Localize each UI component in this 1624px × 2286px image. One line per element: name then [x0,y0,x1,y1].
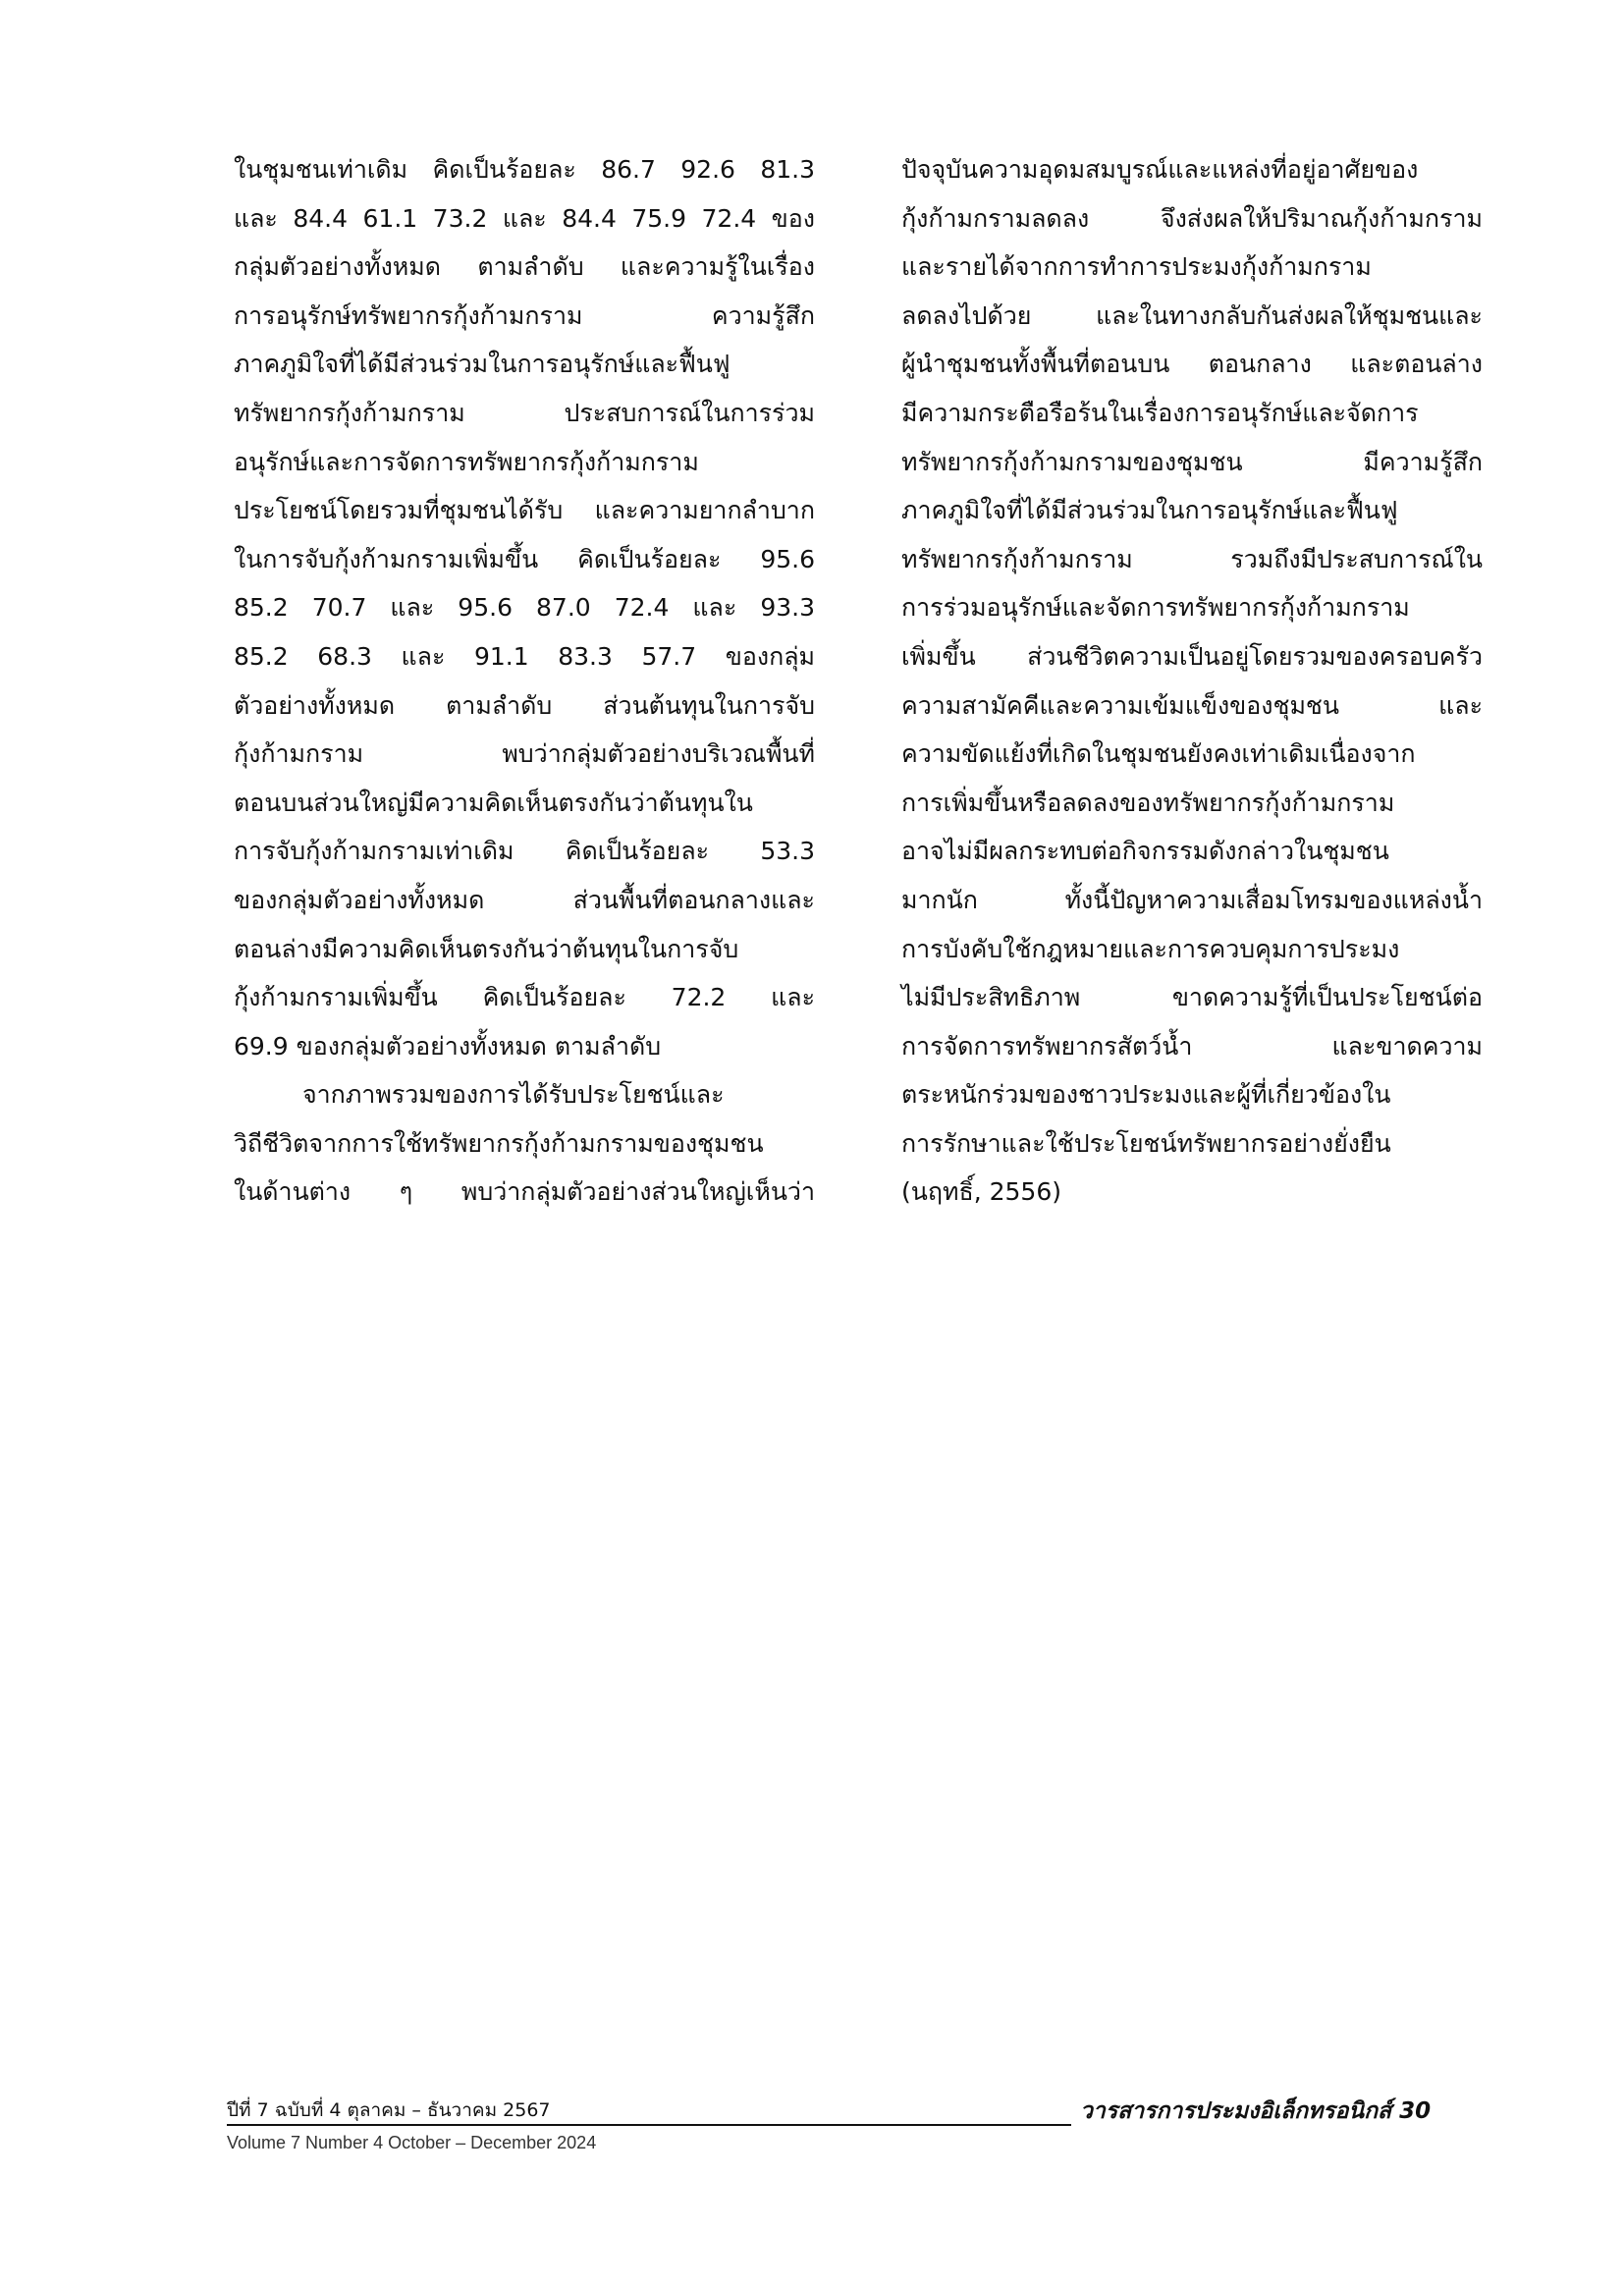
paragraph-line: ภาคภูมิใจที่ได้มีส่วนร่วมในการอนุรักษ์และฟื้นฟู [901,496,1398,525]
page-footer [0,2078,1624,2196]
left-text-column [234,145,815,1217]
paragraph-line: การเพิ่มขึ้นหรือลดลงของทรัพยากรกุ้งก้ามกราม [901,788,1395,817]
paragraph-line: ของกลุ่มตัวอย่างทั้งหมด ส่วนพื้นที่ตอนกลางและ [234,885,815,914]
paragraph-line: ทรัพยากรกุ้งก้ามกราม รวมถึงมีประสบการณ์ใน [901,544,1483,573]
paragraph-line: ปัจจุบันความอุดมสมบูรณ์และแหล่งที่อยู่อาศัยของ [901,155,1419,184]
paragraph-line: ตอนล่างมีความคิดเห็นตรงกันว่าต้นทุนในการจับ [234,934,739,963]
paragraph-line: กุ้งก้ามกรามเพิ่มขึ้น คิดเป็นร้อยละ 72.2 และ [234,983,815,1012]
paragraph-line: ในชุมชนเท่าเดิม คิดเป็นร้อยละ 86.7 92.6 81.3 [234,155,815,184]
paragraph-line: การรักษาและใช้ประโยชน์ทรัพยากรอย่างยั่งยืน [901,1128,1391,1158]
paragraph-line: การร่วมอนุรักษ์และจัดการทรัพยากรกุ้งก้ามกราม [901,593,1410,623]
page-number: 30 [1399,2098,1432,2124]
footer-divider [227,2124,1071,2126]
paragraph-line: การอนุรักษ์ทรัพยากรกุ้งก้ามกราม ความรู้สึก [234,300,815,330]
paragraph-line: ตระหนักร่วมของชาวประมงและผู้ที่เกี่ยวข้องใน [901,1080,1391,1110]
paragraph-line: 85.2 70.7 และ 95.6 87.0 72.4 และ 93.3 [234,593,815,623]
paragraph-line: ความขัดแย้งที่เกิดในชุมชนยังคงเท่าเดิมเนื่องจาก [901,739,1416,769]
paragraph-line: ความสามัคคีและความเข้มแข็งของชุมชน และ [901,690,1483,720]
journal-title [1080,2094,1431,2129]
paragraph-line: มากนัก ทั้งนี้ปัญหาความเสื่อมโทรมของแหล่งน้ำ [901,885,1483,914]
paragraph-line: เพิ่มขึ้น ส่วนชีวิตความเป็นอยู่โดยรวมของครอบครัว [901,641,1483,671]
journal-name: วารสารการประมงอิเล็กทรอนิกส์ [1080,2098,1392,2124]
paragraph-line: กุ้งก้ามกรามลดลง จึงส่งผลให้ปริมาณกุ้งก้ามกราม [901,203,1483,233]
paragraph-line: อาจไม่มีผลกระทบต่อกิจกรรมดังกล่าวในชุมชน [901,837,1389,866]
paragraph-line: ลดลงไปด้วย และในทางกลับกันส่งผลให้ชุมชนและ [901,300,1483,330]
paragraph-line: ในการจับกุ้งก้ามกรามเพิ่มขึ้น คิดเป็นร้อยละ 95.6 [234,544,815,573]
paragraph-end-line: 69.9 ของกลุ่มตัวอย่างทั้งหมด ตามลำดับ [234,1031,662,1061]
right-text-column [901,145,1483,1217]
paragraph-line: การบังคับใช้กฎหมายและการควบคุมการประมง [901,934,1400,963]
paragraph-line: การจับกุ้งก้ามกรามเท่าเดิม คิดเป็นร้อยละ 53.3 [234,837,815,866]
paragraph-line: ตอนบนส่วนใหญ่มีความคิดเห็นตรงกันว่าต้นทุนใน [234,788,753,817]
paragraph-line: ประโยชน์โดยรวมที่ชุมชนได้รับ และความยากลำบาก [234,496,815,525]
paragraph-line: ผู้นำชุมชนทั้งพื้นที่ตอนบน ตอนกลาง และตอนล่าง [901,350,1483,379]
paragraph-line: มีความกระตือรือร้นในเรื่องการอนุรักษ์และจัดการ [901,398,1419,427]
paragraph-line: ตัวอย่างทั้งหมด ตามลำดับ ส่วนต้นทุนในการจับ [234,690,815,720]
paragraph-line: กลุ่มตัวอย่างทั้งหมด ตามลำดับ และความรู้ในเรื่อง [234,252,815,282]
paragraph-line: กุ้งก้ามกราม พบว่ากลุ่มตัวอย่างบริเวณพื้นที่ [234,739,815,769]
issue-info-english: Volume 7 Number 4 October – December 2024 [227,2133,597,2152]
paragraph-line: วิถีชีวิตจากการใช้ทรัพยากรกุ้งก้ามกรามของชุมชน [234,1128,764,1158]
paragraph-line: และรายได้จากการทำการประมงกุ้งก้ามกราม [901,252,1372,282]
paragraph-line: ไม่มีประสิทธิภาพ ขาดความรู้ที่เป็นประโยชน์ต่อ [901,983,1483,1012]
paragraph-line: อนุรักษ์และการจัดการทรัพยากรกุ้งก้ามกราม [234,447,699,476]
paragraph-line: และ 84.4 61.1 73.2 และ 84.4 75.9 72.4 ของ [234,203,815,233]
paragraph-line: ทรัพยากรกุ้งก้ามกราม ประสบการณ์ในการร่วม [234,398,815,427]
paragraph-line: การจัดการทรัพยากรสัตว์น้ำ และขาดความ [901,1031,1483,1061]
paragraph-line: ในด้านต่าง ๆ พบว่ากลุ่มตัวอย่างส่วนใหญ่เห็นว่า [234,1177,815,1207]
paragraph-line: ทรัพยากรกุ้งก้ามกรามของชุมชน มีความรู้สึก [901,447,1483,476]
citation-line: (นฤทธิ์, 2556) [901,1177,1061,1207]
paragraph-line: 85.2 68.3 และ 91.1 83.3 57.7 ของกลุ่ม [234,641,815,671]
paragraph-first-line: จากภาพรวมของการได้รับประโยชน์และ [302,1080,725,1110]
paragraph-line: ภาคภูมิใจที่ได้มีส่วนร่วมในการอนุรักษ์และฟื้นฟู [234,350,731,379]
issue-info-thai: ปีที่ 7 ฉบับที่ 4 ตุลาคม – ธันวาคม 2567 [227,2099,551,2121]
